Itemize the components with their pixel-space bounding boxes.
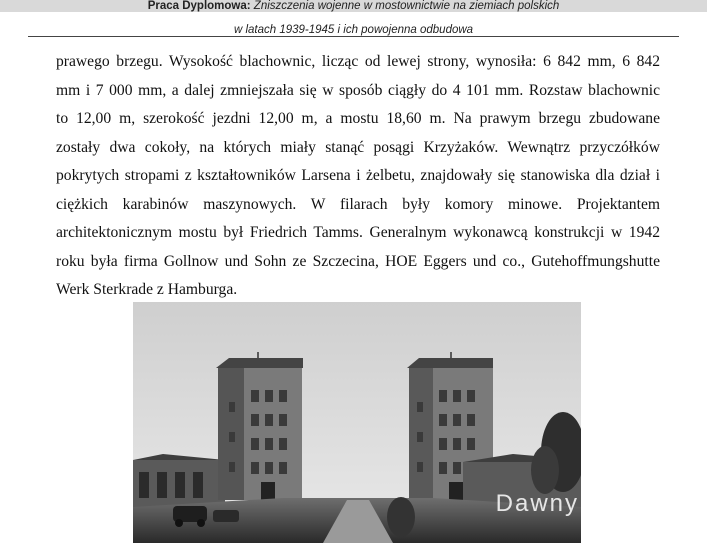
text-line: to 12,00 m, szerokość jezdni 12,00 m, a mostu 18,60 m. Na prawym brzegu zbudowane — [56, 110, 660, 127]
header-label: Praca Dyplomowa: — [147, 0, 251, 12]
text-line: zostały dwa cokoły, na których miały stanąć posągi Krzyżaków. Wewnątrz przyczółków — [56, 138, 660, 156]
text-line: ciężkich karabinów maszynowych. W filarach były komory minowe. Projektantem — [56, 195, 660, 213]
text-line: roku była firma Gollnow und Sohn ze Szczecina, HOE Eggers und co., Gutehoffmungshutte — [56, 252, 660, 270]
page-header — [0, 0, 707, 36]
watermark-text: Dawny — [495, 490, 579, 517]
historical-photo — [133, 302, 581, 543]
text-line: architektonicznym mostu był Friedrich Tamms. Generalnym wykonawcą konstrukcji w 1942 — [56, 224, 660, 241]
body-paragraph — [56, 48, 660, 305]
header-divider — [28, 36, 679, 37]
text-line: prawego brzegu. Wysokość blachownic, licząc od lewej strony, wynosiła: 6 842 mm, 6 842 — [56, 53, 660, 70]
text-line: pokrytych stropami z kształtowników Larsena i żelbetu, znajdowały się stanowiska dla dział i — [56, 167, 660, 184]
header-title-part1: Zniszczenia wojenne w mostownictwie na ziemiach polskich — [250, 0, 560, 12]
header-line-2: w latach 1939-1945 i ich powojenna odbudowa — [233, 24, 474, 36]
text-line: Werk Sterkrade z Hamburga. — [56, 281, 238, 298]
header-line-1 — [0, 0, 707, 12]
text-line: mm i 7 000 mm, a dalej zmniejszała się w sposób ciągły do 4 101 mm. Rozstaw blachownic — [56, 81, 660, 99]
